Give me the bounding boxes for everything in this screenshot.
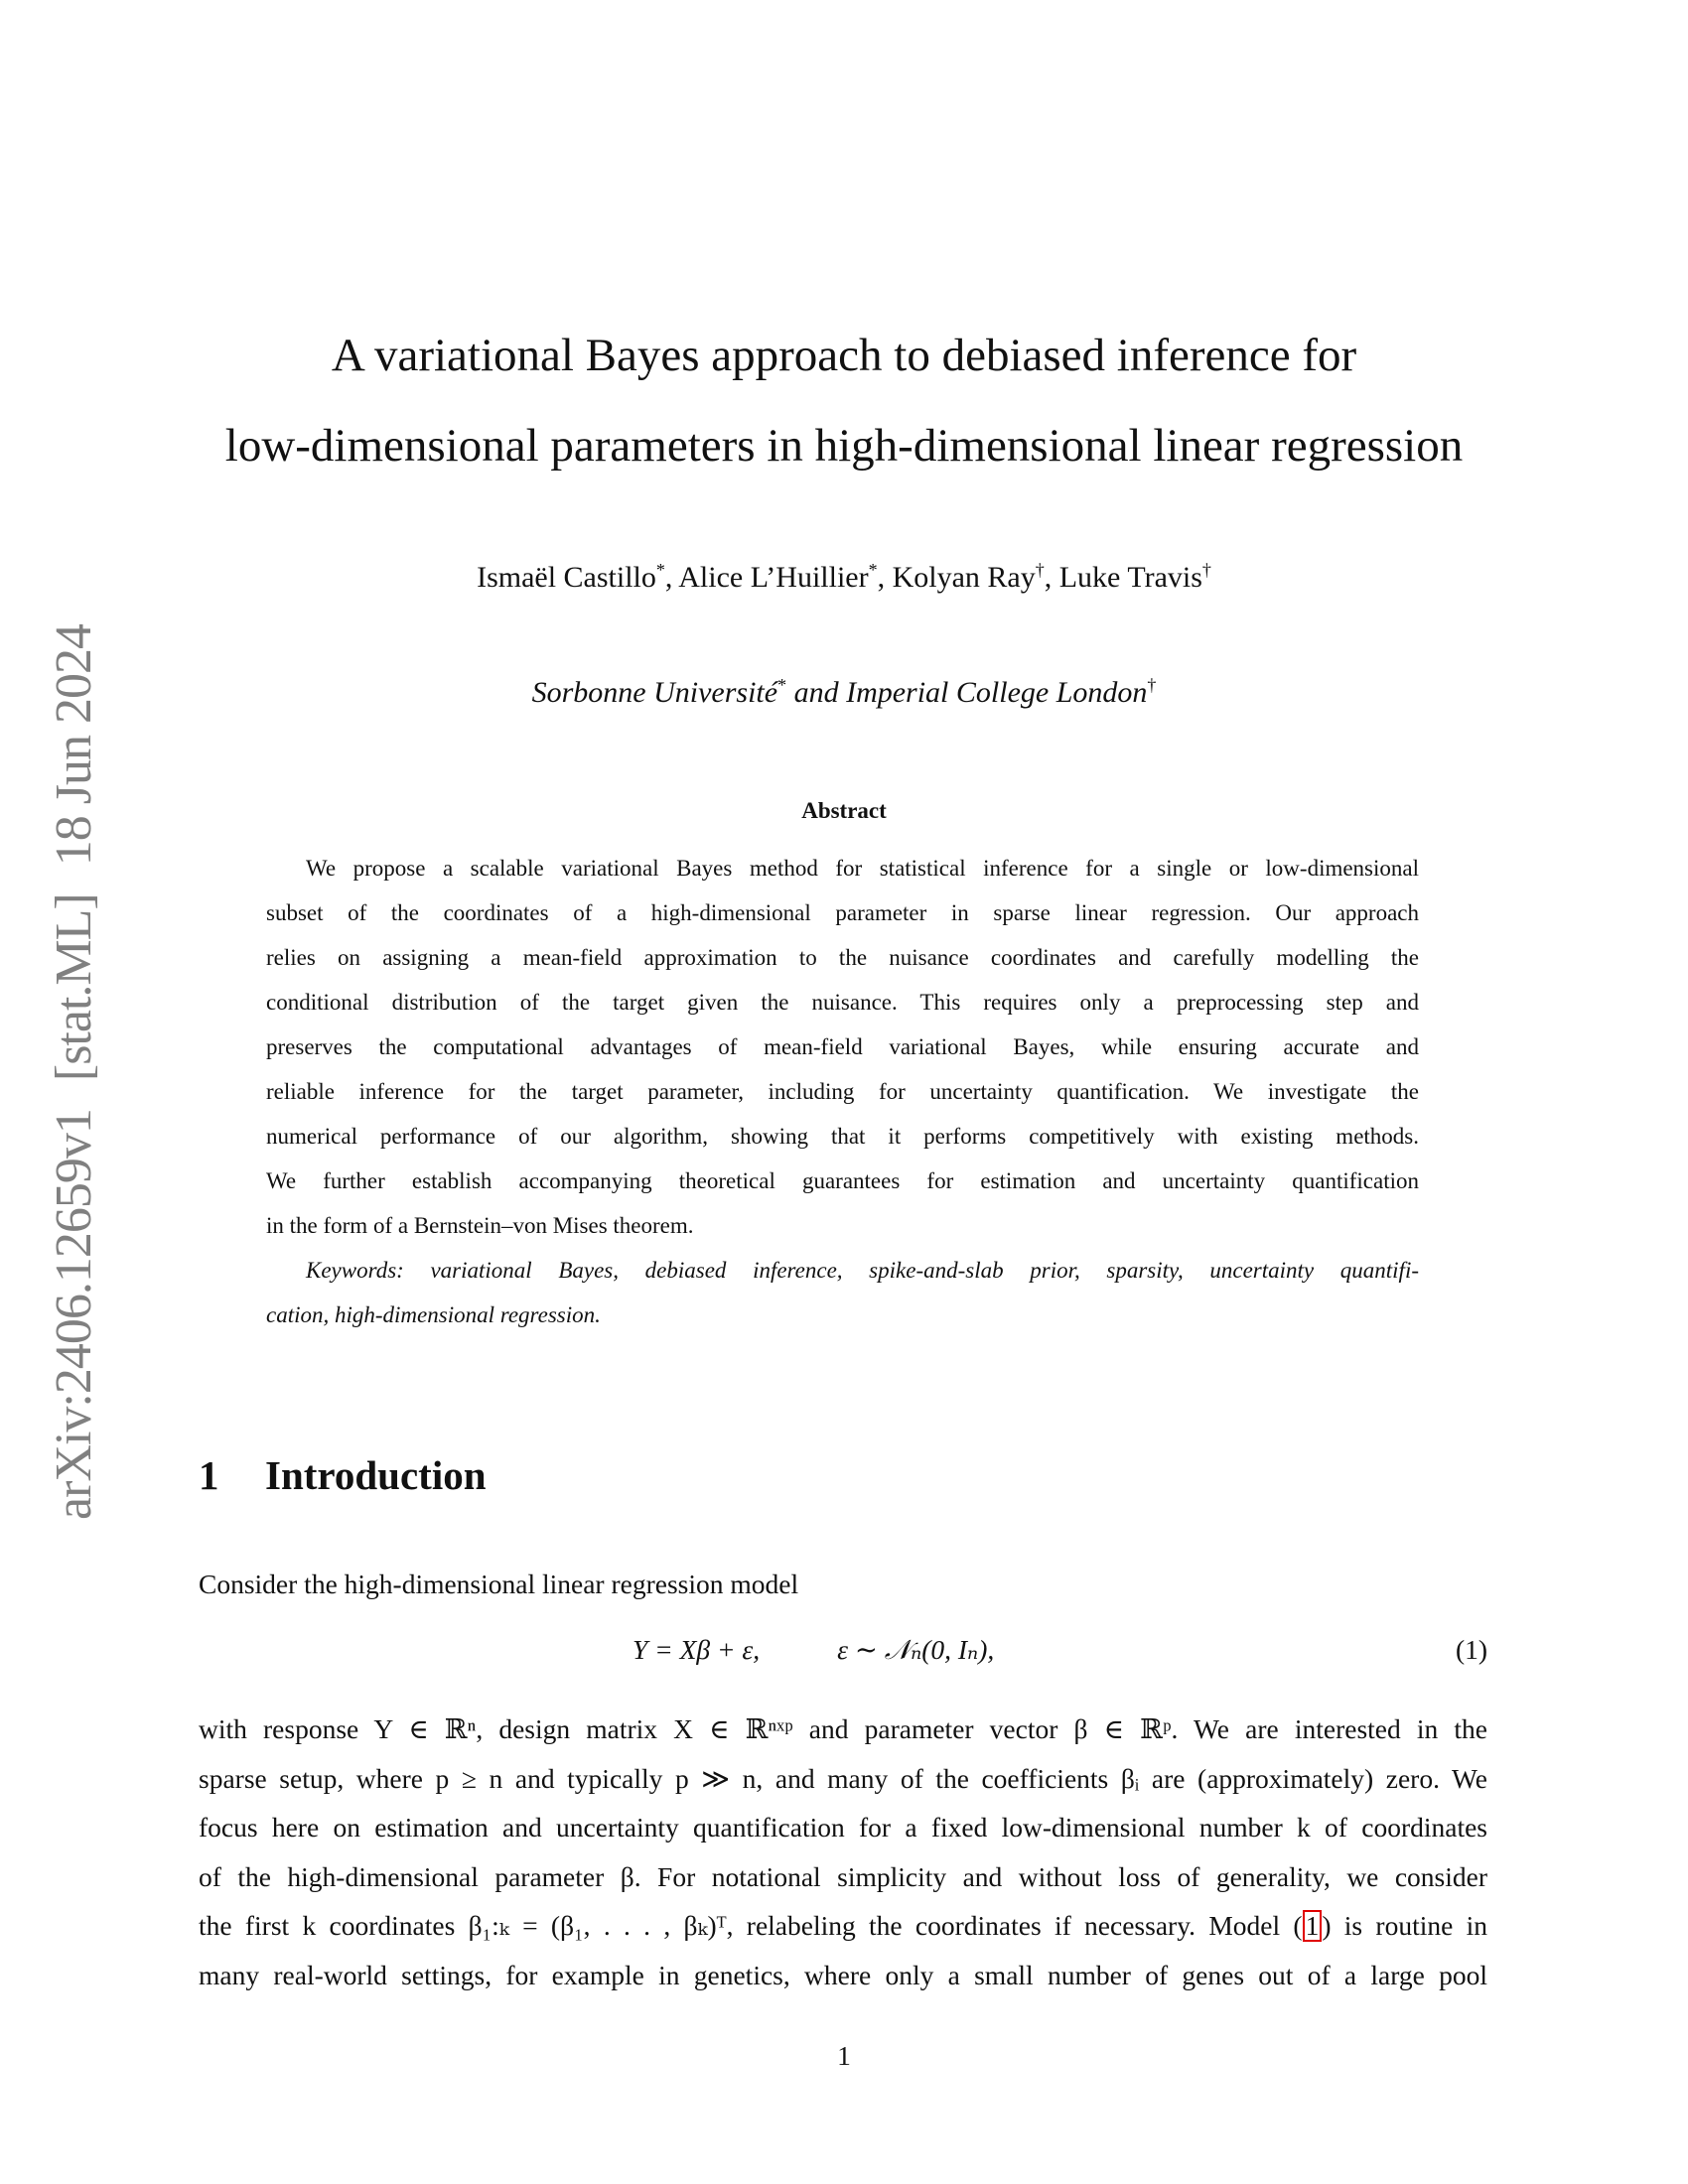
abstract-heading: Abstract	[801, 798, 887, 823]
body-line: with response Y ∈ ℝⁿ, design matrix X ∈ ℝⁿˣᵖ and parameter vector β ∈ ℝᵖ. We are interested in the	[199, 1713, 1487, 1744]
body-line: focus here on estimation and uncertainty quantification for a fixed low-dimensional number k of coordinates	[199, 1812, 1487, 1843]
body-line: Consider the high-dimensional linear regression model	[199, 1569, 799, 1599]
abstract-line: preserves the computational advantages of mean-field variational Bayes, while ensuring accurate and	[266, 1034, 1419, 1059]
equation-number: (1)	[1456, 1634, 1488, 1665]
abstract-line: reliable inference for the target parameter, including for uncertainty quantification. We investigate the	[266, 1079, 1419, 1104]
arxiv-date: 18 Jun 2024	[46, 624, 102, 867]
abstract-line: We further establish accompanying theoretical guarantees for estimation and uncertainty quantification	[266, 1168, 1419, 1193]
author-name: Kolyan Ray	[892, 561, 1036, 594]
equation-lhs: Y = Xβ + ε,	[633, 1634, 761, 1665]
author-mark: *	[655, 560, 665, 580]
section-heading	[199, 1451, 487, 1499]
body-line: many real-world settings, for example in genetics, where only a small number of genes out of a large pool	[199, 1959, 1487, 1990]
author-mark: *	[868, 560, 878, 580]
body-paragraph-intro	[199, 1560, 1487, 1609]
body-line: sparse setup, where p ≥ n and typically p ≫ n, and many of the coefficients βᵢ are (approximately) zero. We	[199, 1762, 1487, 1794]
abstract-line: subset of the coordinates of a high-dimensional parameter in sparse linear regression. Our approach	[266, 900, 1419, 925]
abstract-line: relies on assigning a mean-field approximation to the nuisance coordinates and carefully modelling the	[266, 945, 1419, 970]
abstract-line: conditional distribution of the target given the nuisance. This requires only a preprocessing step and	[266, 990, 1419, 1015]
author-name: Ismaël Castillo	[477, 561, 656, 594]
arxiv-category: [stat.ML]	[46, 893, 102, 1082]
body-text: ) is routine in	[1322, 1910, 1487, 1941]
keywords-line: Keywords: variational Bayes, debiased inference, spike-and-slab prior, sparsity, uncertainty quantifi-	[306, 1258, 1419, 1283]
equation-1	[633, 1633, 994, 1667]
affiliation-mark: †	[1147, 675, 1157, 695]
body-text: the first k coordinates β₁:ₖ = (β₁, . . . , βₖ)ᵀ, relabeling the coordinates if necessary. Model (	[199, 1910, 1303, 1941]
arxiv-id: arXiv:2406.12659v1	[46, 1109, 102, 1520]
author-list: Ismaël Castillo*, Alice L’Huillier*, Kolyan Ray†, Luke Travis†	[477, 560, 1211, 594]
affiliation-mark: *	[777, 675, 787, 695]
affiliation-1: Sorbonne Université	[531, 676, 778, 709]
equation-reference-link[interactable]: 1	[1303, 1910, 1323, 1942]
arxiv-sidebar-stamp	[45, 561, 104, 1583]
affiliation-connector: and	[793, 676, 839, 709]
page-number: 1	[837, 2040, 851, 2071]
body-paragraph	[199, 1705, 1487, 1999]
abstract-line: in the form of a Bernstein–von Mises theorem.	[266, 1213, 694, 1238]
abstract-body	[266, 846, 1419, 1337]
author-name: Luke Travis	[1058, 561, 1202, 594]
keywords-line: cation, high-dimensional regression.	[266, 1302, 601, 1327]
body-line-with-ref	[199, 1901, 1487, 1951]
paper-title-line-2: low-dimensional parameters in high-dimensional linear regression	[224, 420, 1464, 472]
equation-rhs: ε ∼ 𝒩ₙ(0, Iₙ),	[837, 1634, 995, 1665]
author-mark: †	[1035, 560, 1045, 580]
section-number: 1	[199, 1452, 219, 1498]
affiliations	[0, 675, 1688, 711]
affiliation-2: Imperial College London	[846, 676, 1148, 709]
section-title: Introduction	[265, 1452, 487, 1498]
author-mark: †	[1201, 560, 1211, 580]
abstract-line: We propose a scalable variational Bayes method for statistical inference for a single or low-dimensional	[306, 856, 1419, 881]
body-line: of the high-dimensional parameter β. For notational simplicity and without loss of generality, we consider	[199, 1860, 1487, 1892]
author-name: Alice L’Huillier	[678, 561, 869, 594]
paper-title-line-1: A variational Bayes approach to debiased inference for	[331, 330, 1357, 381]
abstract-line: numerical performance of our algorithm, showing that it performs competitively with existing methods.	[266, 1124, 1419, 1149]
